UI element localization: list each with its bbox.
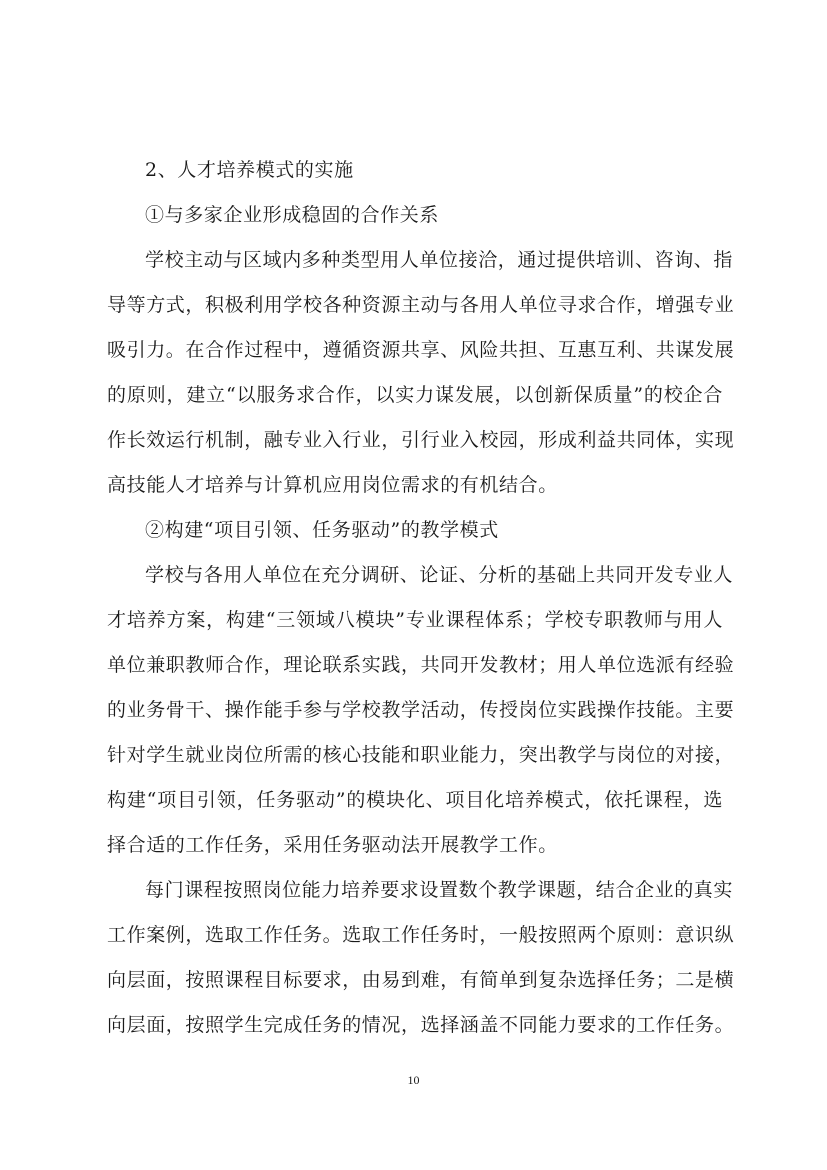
paragraph-line: 向层面，按照学生完成任务的情况，选择涵盖不同能力要求的工作任务。: [107, 1014, 735, 1036]
paragraph-line: 学校与各用人单位在充分调研、论证、分析的基础上共同开发专业人: [145, 564, 734, 586]
subsection-title: ①与多家企业形成稳固的合作关系: [145, 204, 440, 226]
page-number: 10: [407, 1073, 420, 1087]
paragraph-line: 向层面，按照课程目标要求，由易到难，有简单到复杂选择任务；二是横: [107, 969, 735, 991]
paragraph-line: 每门课程按照岗位能力培养要求设置数个教学课题，结合企业的真实: [145, 879, 734, 901]
subsection-title: ②构建“项目引领、任务驱动”的教学模式: [145, 519, 499, 541]
paragraph-line: 构建“项目引领，任务驱动”的模块化、项目化培养模式，依托课程，选: [107, 789, 723, 811]
paragraph-line: 作长效运行机制，融专业入行业，引行业入校园，形成利益共同体，实现: [107, 429, 735, 451]
paragraph-line: 高技能人才培养与计算机应用岗位需求的有机结合。: [107, 474, 558, 496]
paragraph-line: 的业务骨干、操作能手参与学校教学活动，传授岗位实践操作技能。主要: [107, 699, 735, 721]
paragraph-line: 吸引力。在合作过程中，遵循资源共享、风险共担、互惠互利、共谋发展: [107, 339, 735, 361]
paragraph-line: 工作案例，选取工作任务。选取工作任务时，一般按照两个原则：意识纵: [107, 924, 735, 946]
paragraph-line: 针对学生就业岗位所需的核心技能和职业能力，突出教学与岗位的对接，: [107, 744, 735, 766]
paragraph-line: 导等方式，积极利用学校各种资源主动与各用人单位寻求合作，增强专业: [107, 294, 735, 316]
paragraph-line: 学校主动与区域内多种类型用人单位接洽，通过提供培训、咨询、指: [145, 249, 734, 271]
paragraph-line: 单位兼职教师合作，理论联系实践，共同开发教材；用人单位选派有经验: [107, 654, 735, 676]
section-heading: 2、人才培养模式的实施: [145, 159, 354, 181]
paragraph-line: 的原则，建立“以服务求合作，以实力谋发展，以创新保质量”的校企合: [107, 384, 723, 406]
paragraph-line: 择合适的工作任务，采用任务驱动法开展教学工作。: [107, 834, 558, 856]
paragraph-line: 才培养方案，构建“三领域八模块”专业课程体系；学校专职教师与用人: [107, 609, 723, 631]
